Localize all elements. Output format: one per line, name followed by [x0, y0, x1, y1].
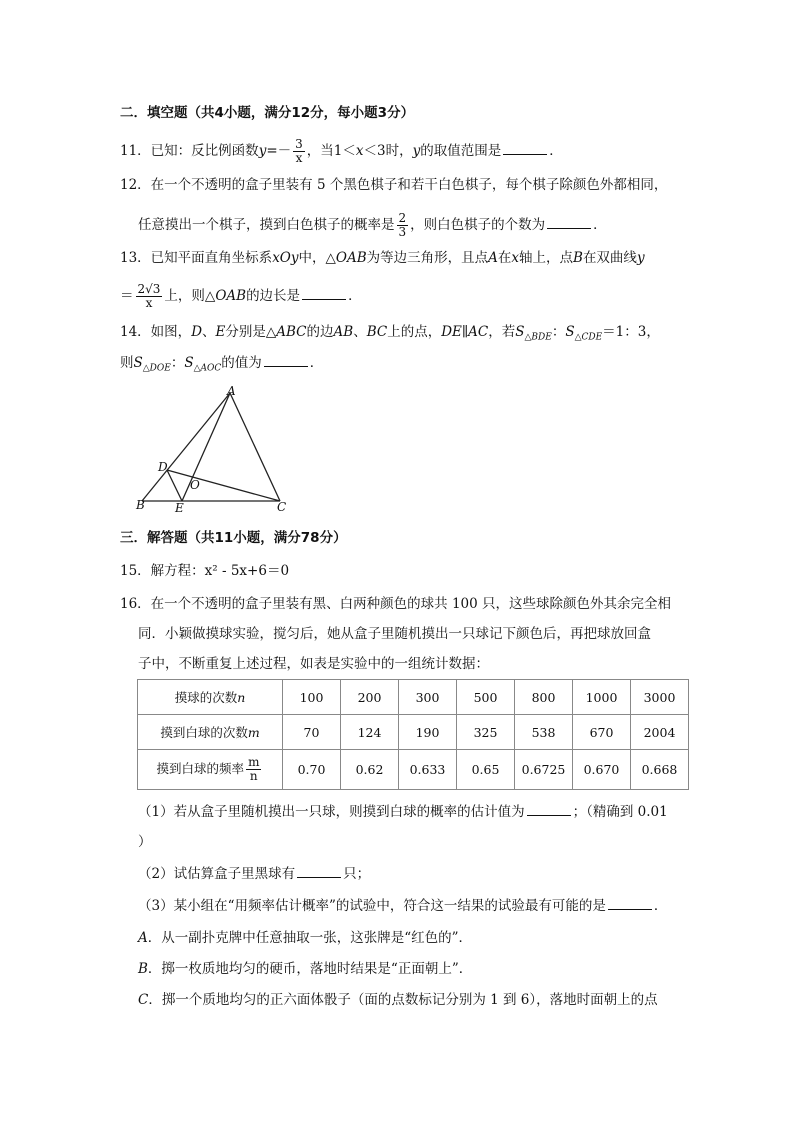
answer-blank[interactable]: [608, 896, 652, 910]
answer-blank[interactable]: [302, 286, 346, 300]
table-row: 摸球的次数n 100 200 300 500 800 1000 3000: [138, 680, 689, 715]
table-row: 摸到白球的次数m 70 124 190 325 538 670 2004: [138, 715, 689, 750]
question-12-line1: 12．在一个不透明的盒子里装有 5 个黑色棋子和若干白色棋子，每个棋子除颜色外都相同，: [120, 177, 668, 193]
label-e: E: [175, 501, 184, 515]
section-3-heading: 三．解答题（共11小题，满分78分）: [120, 530, 347, 546]
fraction-2-over-3: $\frac{2}{3}$: [398, 211, 407, 239]
section-2-heading: 二．填空题（共4小题，满分12分，每小题3分）: [120, 105, 415, 121]
question-16-line3: 子中，不断重复上述过程，如表是实验中的一组统计数据：: [138, 656, 489, 672]
label-d: D: [158, 460, 168, 474]
option-b: B．掷一枚质地均匀的硬币，落地时结果是“正面朝上”．: [138, 961, 473, 977]
label-a: A: [227, 385, 236, 398]
triangle-figure: [130, 385, 300, 515]
question-16-part3: （3）某小组在“用频率估计概率”的试验中，符合这一结果的试验最有可能的是 ．: [138, 898, 668, 914]
question-16-line1: 16．在一个不透明的盒子里装有黑、白两种颜色的球共 100 只，这些球除颜色外其余完全相: [120, 596, 672, 612]
segment-de: [167, 470, 182, 501]
question-16-line2: 同．小颖做摸球实验，搅匀后，她从盒子里随机摸出一只球记下颜色后，再把球放回盒: [138, 626, 651, 642]
question-16-part1-tail: ）: [138, 834, 152, 850]
question-12-line2: 任意摸出一个棋子，摸到白色棋子的概率是 $\frac{2}{3}$ ，则白色棋子的个数为 ．: [138, 211, 607, 239]
question-14-line2: 则$S_{\triangle DOE}$：$S_{\triangle AOC}$的值为 ．: [120, 355, 324, 374]
question-15: 15．解方程：x² - 5x+6＝0: [120, 563, 290, 579]
question-14-line1: 14．如图，D、E分别是△ABC的边AB、BC上的点，DE∥AC，若$S_{\triangle BDE}$：$S_{\triangle CDE}=1$：3，: [120, 324, 660, 343]
question-11: 11．已知：反比例函数y=－ $\frac{3}{x}$ ，当1＜x＜3时，y的取值范围是 ．: [120, 137, 563, 165]
answer-blank[interactable]: [297, 864, 341, 878]
label-c: C: [277, 500, 287, 514]
question-16-part1: （1）若从盒子里随机摸出一只球，则摸到白球的概率的估计值为 ；（精确到 0.01: [138, 804, 668, 820]
option-a: A．从一副扑克牌中任意抽取一张，这张牌是“红色的”．: [138, 930, 473, 946]
segment-ab: [142, 393, 230, 501]
answer-blank[interactable]: [264, 353, 308, 367]
answer-blank[interactable]: [503, 141, 547, 155]
label-b: B: [136, 498, 145, 512]
table-row: 摸到白球的频率 $\frac{m}{n}$ 0.70 0.62 0.633 0.65 0.6725 0.670 0.668: [138, 750, 689, 790]
question-13-line1: 13．已知平面直角坐标系xOy中，△OAB为等边三角形，且点A在x轴上，点B在双曲线y: [120, 250, 645, 266]
segment-ac: [230, 393, 280, 501]
fraction-2root3-over-x: $\frac{2√3}{x}$: [137, 282, 161, 310]
option-c: C．掷一个质地均匀的正六面体骰子（面的点数标记分别为 1 到 6），落地时面朝上的点: [138, 992, 658, 1008]
label-o: O: [190, 478, 200, 492]
fraction-3-over-x: $\frac{3}{x}$: [295, 137, 303, 165]
answer-blank[interactable]: [527, 802, 571, 816]
question-13-line2: ＝ $\frac{2√3}{x}$ 上，则△OAB的边长是 ．: [120, 282, 362, 310]
answer-blank[interactable]: [547, 215, 591, 229]
data-table: [137, 679, 689, 790]
question-16-part2: （2）试估算盒子里黑球有 只；: [138, 866, 371, 882]
